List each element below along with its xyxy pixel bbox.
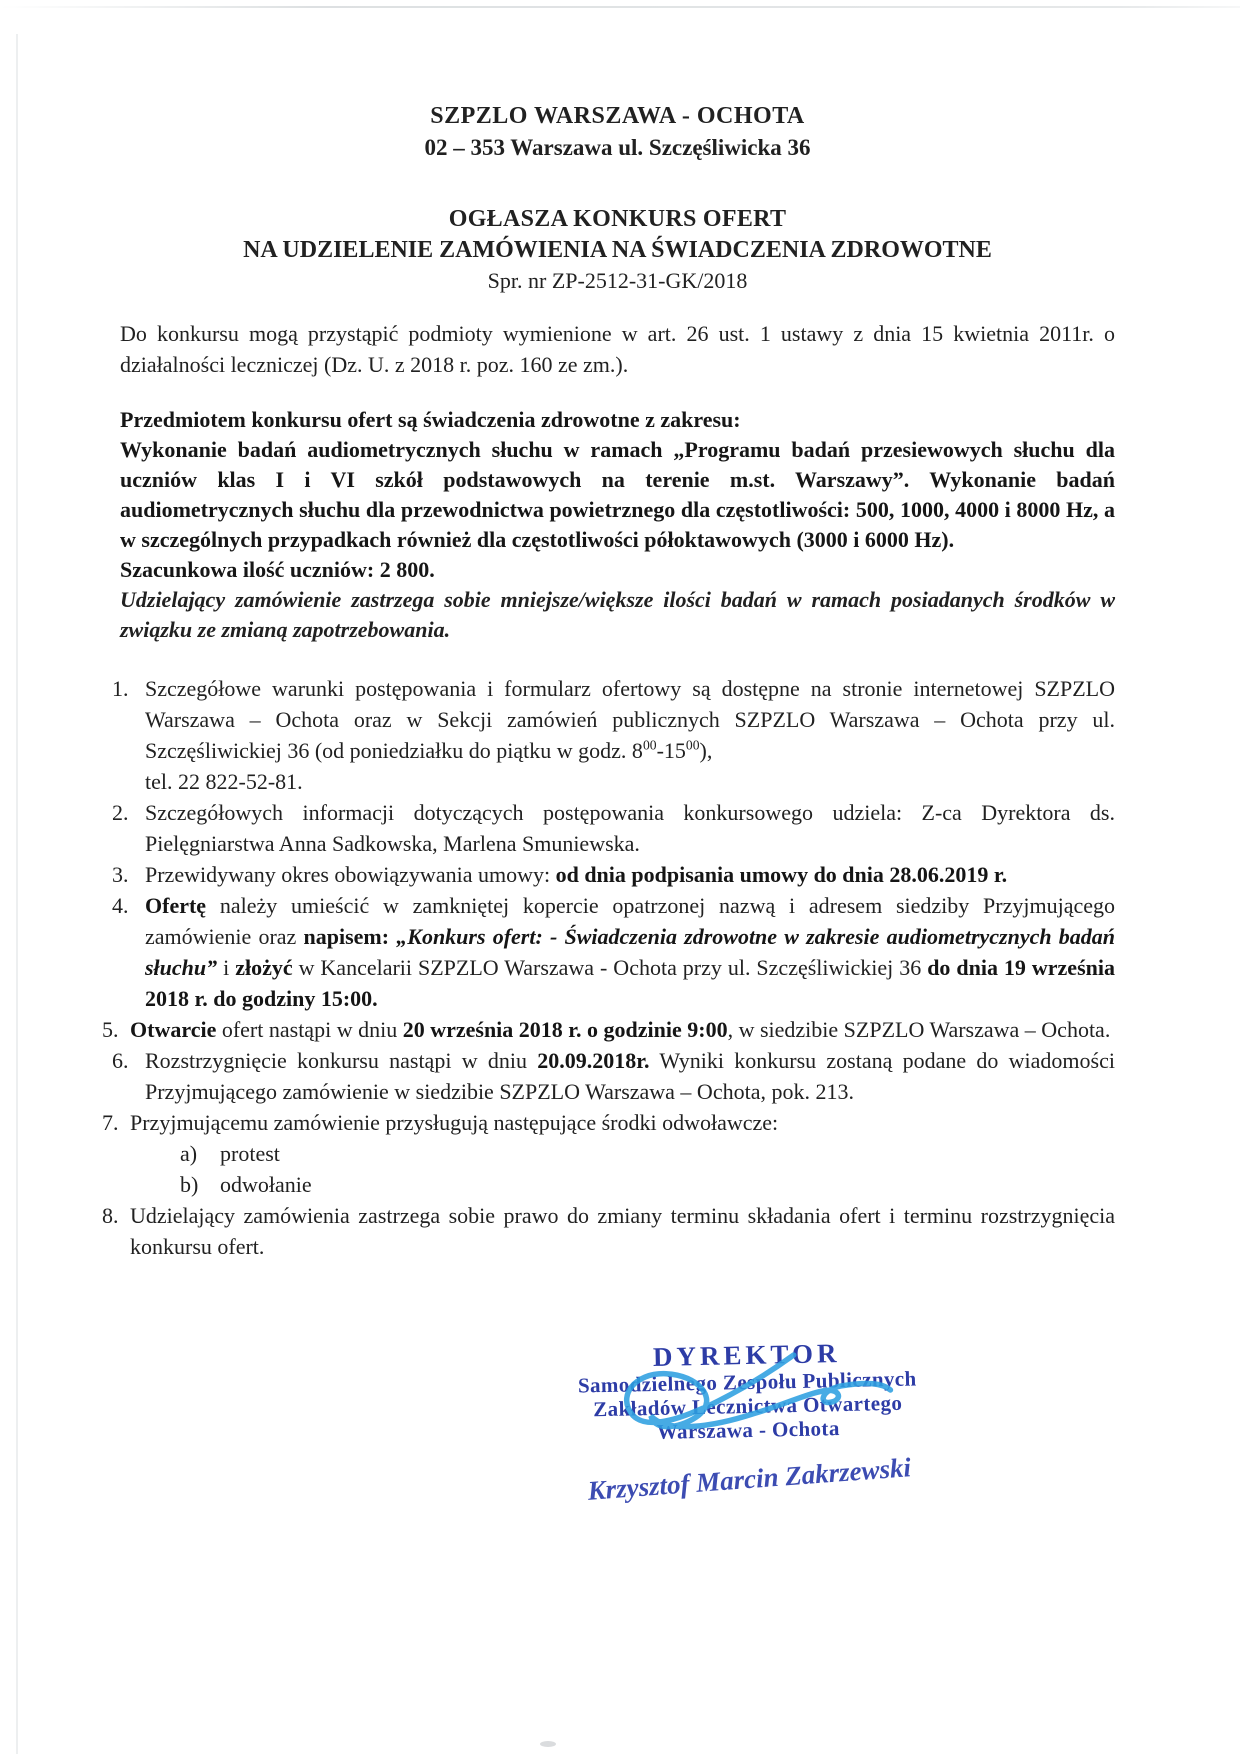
students-estimate: Szacunkowa ilość uczniów: 2 800.	[120, 557, 435, 582]
case-number: Spr. nr ZP-2512-31-GK/2018	[487, 268, 748, 293]
stamp-line-3: Zakładów Lecznictwa Otwartego	[593, 1390, 903, 1422]
list-item	[112, 1045, 1115, 1107]
conditions-list	[102, 673, 1116, 1262]
stamp-line-2: Samodzielnego Zespołu Publicznych	[577, 1366, 917, 1398]
announcement-title-block	[120, 204, 1115, 296]
list-item-marker: 4.	[112, 893, 129, 918]
scan-edge-artifact-left	[16, 34, 18, 1754]
list-item	[112, 890, 1115, 1014]
intro-paragraph: Do konkursu mogą przystąpić podmioty wymienione w art. 26 ust. 1 ustawy z dnia 15 kwietnia 2011r. o działalności leczniczej (Dz. U. z 2018 r. poz. 160 ze zm.).	[120, 321, 1115, 377]
sublist-item-marker: a)	[180, 1141, 198, 1166]
sublist-item-text: protest	[220, 1141, 280, 1166]
signature-block	[486, 1335, 1009, 1506]
list-item	[112, 673, 1115, 797]
subject-description: Wykonanie badań audiometrycznych słuchu w ramach „Programu badań przesiewowych słuchu dla uczniów klas I i VI szkół podstawowych na terenie m.st. Warszawy”. Wykonanie badań audiometrycznych słuchu dla przewodnictwa powietrznego dla częstotliwości: 500, 1000, 4000 i 8000 Hz, a w szczególnych przypadkach również dla częstotliwości półoktawowych (3000 i 6000 Hz).	[120, 437, 1115, 552]
list-item	[112, 797, 1115, 859]
list-item-text: Rozstrzygnięcie konkursu nastąpi w dniu 20.09.2018r. Wyniki konkursu zostaną podane do wiadomości Przyjmującego zamówienie w siedzibie SZPZLO Warszawa – Ochota, pok. 213.	[145, 1048, 1115, 1104]
list-item-text: Szczegółowych informacji dotyczących postępowania konkursowego udziela: Z-ca Dyrektora ds. Pielęgniarstwa Anna Sadkowska, Marlena Smuniewska.	[145, 800, 1115, 856]
list-item-text: Ofertę należy umieścić w zamkniętej kopercie opatrzonej nazwą i adresem siedziby Przyjmującego zamówienie oraz napisem: „Konkurs ofert: - Świadczenia zdrowotne w zakresie audiometrycznych badań słuchu” i złożyć w Kancelarii SZPZLO Warszawa - Ochota przy ul. Szczęśliwickiej 36 do dnia 19 września 2018 r. do godziny 15:00.	[145, 893, 1116, 1011]
subject-heading: Przedmiotem konkursu ofert są świadczenia zdrowotne z zakresu:	[120, 407, 741, 432]
announcement-line-1: OGŁASZA KONKURS OFERT	[448, 206, 787, 232]
list-item	[102, 1014, 1115, 1045]
list-item	[102, 1107, 1115, 1138]
stamp-title: DYREKTOR	[652, 1338, 841, 1372]
sublist-item-marker: b)	[180, 1172, 199, 1197]
list-item-marker: 6.	[112, 1048, 129, 1073]
document-header	[120, 100, 1115, 296]
list-item-marker: 3.	[112, 862, 129, 887]
list-item-text: Szczegółowe warunki postępowania i formularz ofertowy są dostępne na stronie internetowej SZPZLO Warszawa – Ochota oraz w Sekcji zamówień publicznych SZPZLO Warszawa – Ochota przy ul. Szczęśliwickiej 36 (od poniedziałku do piątku w godz. $8^{00}-15^{00}$), tel. 22 822-52-81.	[145, 676, 1115, 794]
list-item	[112, 859, 1115, 890]
list-item-text: Przewidywany okres obowiązywania umowy: od dnia podpisania umowy do dnia 28.06.2019 r.	[145, 862, 1008, 887]
reservation-note: Udzielający zamówienie zastrzega sobie mniejsze/większe ilości badań w ramach posiadanych środków w związku ze zmianą zapotrzebowania.	[120, 587, 1115, 642]
list-item-marker: 7.	[102, 1110, 119, 1135]
announcement-line-2: NA UDZIELENIE ZAMÓWIENIA NA ŚWIADCZENIA ZDROWOTNE	[243, 237, 992, 263]
list-item-marker: 1.	[112, 676, 129, 701]
stamp-line-4: Warszawa - Ochota	[656, 1416, 840, 1444]
director-stamp	[486, 1335, 1008, 1448]
list-item-marker: 5.	[102, 1017, 119, 1042]
org-address: 02 – 353 Warszawa ul. Szczęśliwicka 36	[424, 135, 811, 160]
list-item-marker: 8.	[102, 1203, 119, 1228]
list-item-text: Udzielający zamówienia zastrzega sobie prawo do zmiany terminu składania ofert i terminu rozstrzygnięcia konkursu ofert.	[130, 1203, 1115, 1259]
signatory-name: Krzysztof Marcin Zakrzewski	[586, 1452, 912, 1506]
sublist-item	[180, 1138, 1115, 1169]
org-name: SZPZLO WARSZAWA - OCHOTA	[430, 103, 805, 129]
scan-edge-artifact-top	[0, 6, 1240, 8]
scan-artifact-dot	[540, 1741, 556, 1747]
sublist-item-text: odwołanie	[220, 1172, 312, 1197]
list-item-text: Otwarcie ofert nastąpi w dniu 20 września 2018 r. o godzinie 9:00, w siedzibie SZPZLO Warszawa – Ochota.	[130, 1017, 1111, 1042]
list-item	[102, 1200, 1115, 1262]
list-item-marker: 2.	[112, 800, 129, 825]
sublist-item	[180, 1169, 1115, 1200]
subject-section	[120, 405, 1115, 645]
list-item-text: Przyjmującemu zamówienie przysługują następujące środki odwoławcze:	[130, 1110, 779, 1135]
